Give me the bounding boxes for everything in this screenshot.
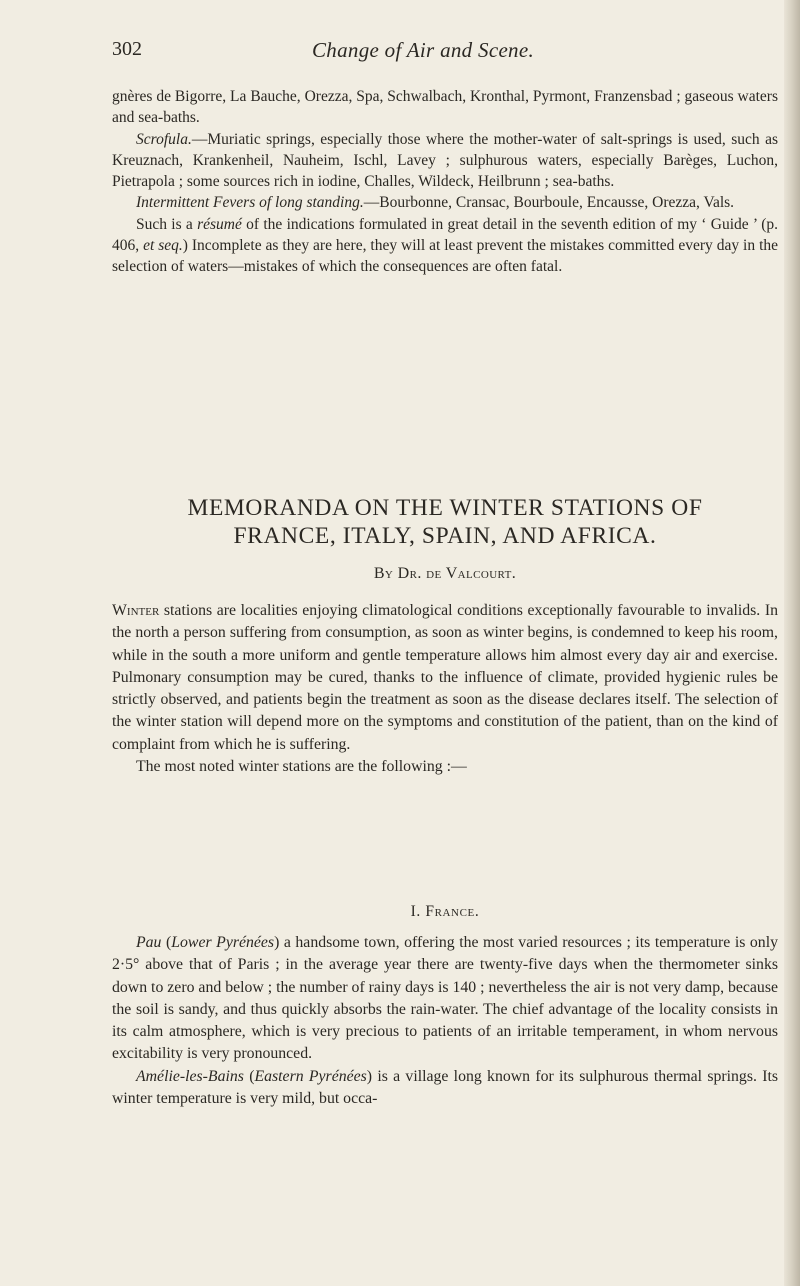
paragraph-amelie: Amélie-les-Bains (Eastern Pyrénées) is a village long known for its sulphurous thermal springs. Its winter temperature is very mild, but occa- bbox=[112, 1067, 779, 1108]
top-text-block bbox=[112, 86, 778, 278]
amelie-label: Amélie-les-Bains bbox=[136, 1067, 244, 1085]
paragraph-continued: gnères de Bigorre, La Bauche, Orezza, Spa, Schwalbach, Kronthal, Pyrmont, Franzensbad ; gaseous waters and sea-baths. bbox=[112, 88, 778, 127]
running-head: Change of Air and Scene. bbox=[312, 38, 535, 62]
paragraph-scrofula: Scrofula.—Muriatic springs, especially those where the mother-water of salt-springs is used, such as Kreuznach, Krankenheil, Nauheim, Ischl, Lavey ; sulphurous waters, especially Barèges, Luchon, Pietrapola ; some sources rich in iodine, Challes, Wildeck, Heilbrunn ; sea-baths. bbox=[112, 130, 778, 191]
paragraph-intermittent-fevers: Intermittent Fevers of long standing.—Bourbonne, Cransac, Bourboule, Encausse, Orezza, Vals. bbox=[136, 194, 735, 212]
page-header bbox=[0, 38, 800, 68]
page-number: 302 bbox=[112, 38, 142, 60]
pau-label: Pau bbox=[136, 934, 162, 951]
paragraph-pau: Pau (Lower Pyrénées) a handsome town, offering the most varied resources ; its temperature is only 2·5° above that of Paris ; in the average year there are twenty-five days when the thermometer sinks down to zero and below ; the number of rainy days is 140 ; nevertheless the air is not very damp, because the soil is sandy, and thus quickly absorbs the rain-water. The chief advantage of the locality consists in its calm atmosphere, which is very precious to patients of an irritable temperament, in whom nervous excitability is very pronounced. bbox=[112, 934, 778, 1063]
page-edge-shadow bbox=[784, 0, 800, 1286]
main-text-block bbox=[112, 600, 778, 778]
article-byline: By Dr. de Valcourt. bbox=[373, 565, 517, 582]
paragraph-most-noted: The most noted winter stations are the following :— bbox=[136, 758, 467, 776]
scrofula-label: Scrofula. bbox=[136, 130, 192, 148]
article-title: MEMORANDA ON THE WINTER STATIONS OF FRANCE, ITALY, SPAIN, AND AFRICA. bbox=[187, 495, 703, 549]
pau-text-block bbox=[112, 932, 778, 1110]
section-heading-france: I. France. bbox=[410, 903, 480, 920]
paragraph-resume: Such is a résumé of the indications formulated in great detail in the seventh edition of my ‘ Guide ’ (p. 406, et seq.) Incomplete as they are here, they will at least prevent the mistakes committed every day in the selection of waters—mistakes of which the consequences are often fatal. bbox=[112, 215, 779, 276]
intermittent-fevers-label: Intermittent Fevers of long standing. bbox=[136, 194, 364, 212]
paragraph-winter-stations: Winter stations are localities enjoying climatological conditions exceptionally favourable to invalids. In the north a person suffering from consumption, as soon as winter begins, is condemned to keep his room, while in the south a more uniform and gentle temperature allows him almost every day air and exercise. Pulmonary consumption may be cured, thanks to the influence of climate, provided hygienic rules be strictly observed, and patients begin the treatment as soon as the disease declares itself. The selection of the winter station will depend more on the symptoms and constitution of the patient, than on the kind of complaint from which he is suffering. bbox=[112, 602, 778, 753]
